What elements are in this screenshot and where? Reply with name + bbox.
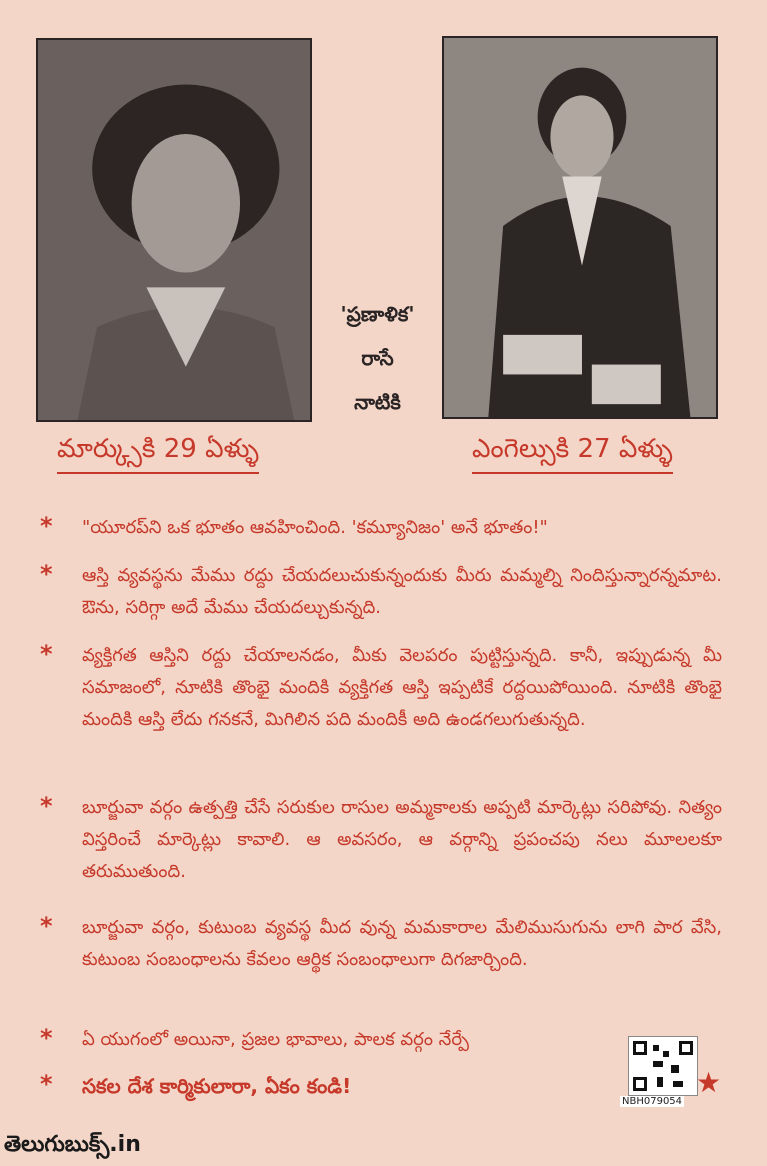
center-line-3: నాటికి [354,390,401,414]
center-line-1: 'ప్రణాళిక' [340,302,415,326]
bullet-1: * [40,512,53,540]
qr-code-label: NBH079054 [622,1096,683,1107]
bullet-2: * [40,560,53,588]
paragraph-3: వ్యక్తిగత ఆస్తిని రద్దు చేయాలనడం, మీకు వెలపరం పుట్టిస్తున్నది. కానీ, ఇప్పుడున్న మీ సమాజంలో, నూటికి తొంభై మందికి వ్యక్తిగత ఆస్తి ఇప్పటికే రద్దయిపోయింది. నూటికి తొంభై మందికి ఆస్తి లేదు గనకనే, మిగిలిన పది మందికీ అది ఉండగలుగుతున్నది. [82,645,722,730]
center-line-2: రాసే [361,346,394,370]
bullet-4: * [40,792,53,820]
portrait-engels-photo [442,36,718,419]
bullet-3: * [40,640,53,668]
qr-code [628,1036,698,1096]
bullet-5: * [40,912,53,940]
paragraph-7-slogan: సకల దేశ కార్మికులారా, ఏకం కండి! [82,1074,352,1098]
paragraph-5: బూర్జువా వర్గం, కుటుంబ వ్యవస్థ మీద వున్న మమకారాల మేలిముసుగును లాగి పార వేసి, కుటుంబ సంబంధాలను కేవలం ఆర్థిక సంబంధాలుగా దిగజార్చింది. [82,917,722,970]
paragraph-1: "యూరప్‌ని ఒక భూతం ఆవహించింది. 'కమ్యూనిజం' అనే భూతం!" [82,517,548,538]
paragraph-4: బూర్జువా వర్గం ఉత్పత్తి చేసే సరుకుల రాసుల అమ్మకాలకు అప్పటి మార్కెట్లు సరిపోవు. నిత్యం విస్తరించే మార్కెట్లు కావాలి. ఆ అవసరం, ఆ వర్గాన్ని ప్రపంచపు నలు మూలలకూ తరుముతుంది. [82,797,722,882]
marx-age-caption: మార్క్సుకి 29 ఏళ్ళు [57,434,259,474]
paragraph-6: ఏ యుగంలో అయినా, ప్రజల భావాలు, పాలక వర్గం నేర్పే [82,1029,469,1050]
star-icon: ★ [696,1066,722,1099]
paragraph-2: ఆస్తి వ్యవస్థను మేము రద్దు చేయదలుచుకున్నందుకు మీరు మమ్మల్ని నిందిస్తున్నారన్నమాట. ఔను, సరిగ్గా అదే మేము చేయదల్చుకున్నది. [82,565,722,618]
engels-age-caption: ఎంగెల్సుకి 27 ఏళ్ళు [472,434,673,474]
bullet-7: * [40,1070,53,1098]
site-watermark: తెలుగుబుక్స్.in [4,1132,141,1157]
portrait-marx-photo [36,38,312,422]
bullet-6: * [40,1024,53,1052]
